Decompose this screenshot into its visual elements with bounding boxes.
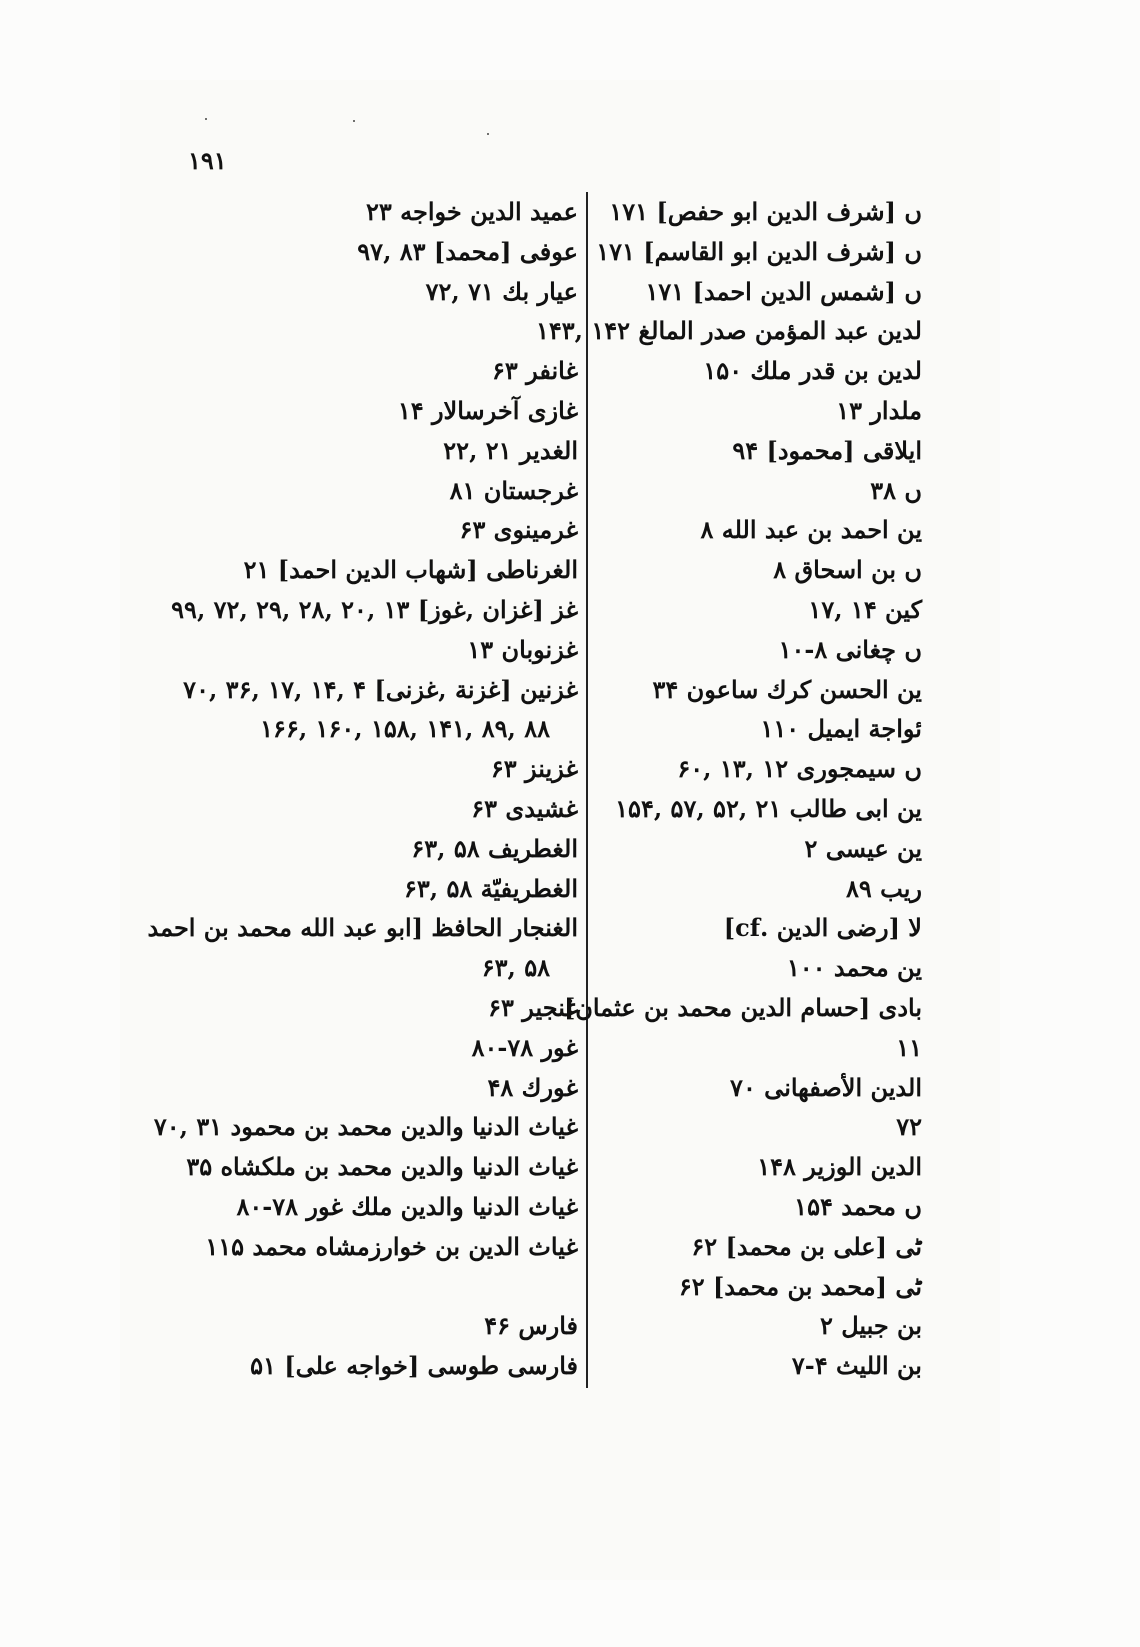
- index-entry: فارسی طوسی [خواجه علی] ۵۱: [250, 1351, 578, 1381]
- index-entry: الغطریف ۵۸ ,۶۳: [411, 833, 578, 863]
- index-entry: غشیدی ۶۳: [471, 793, 578, 823]
- index-column-right: [535, 192, 922, 1386]
- index-entry: غیاث الدین بن خوارزمشاه محمد ۱۱۵: [205, 1231, 578, 1261]
- index-entry: الغطریفیّة ۵۸ ,۶۳: [403, 873, 578, 903]
- index-entry: الدین الوزیر ۱۴۸: [757, 1152, 922, 1182]
- index-entry: ملدار ۱۳: [836, 395, 922, 425]
- index-entry: ں محمد ۱۵۴: [794, 1191, 922, 1221]
- index-entry: ین محمد ۱۰۰: [786, 953, 922, 983]
- index-entry: الغنجار الحافظ [ابو عبد الله محمد بن احمد: [147, 913, 578, 943]
- index-entry: ۷۲: [896, 1112, 922, 1142]
- index-entry: ین الحسن کرك ساعون ۳۴: [652, 674, 922, 704]
- column-divider: [586, 192, 588, 1388]
- index-entry: الغرناطی [شهاب الدین احمد] ۲۱: [243, 555, 578, 585]
- index-entry: ئواجة ایمیل ۱۱۰: [760, 714, 922, 744]
- index-entry: غیاث الدنیا والدین محمد بن محمود ۳۱ ,۷۰: [153, 1112, 578, 1142]
- blank-line: [190, 311, 578, 351]
- scan-speck: [205, 118, 207, 120]
- index-entry: ۸۸ ,۸۹ ,۱۴۱ ,۱۵۸ ,۱۶۰ ,۱۶۶: [260, 714, 550, 744]
- index-entry: ں [شمس الدین احمد] ۱۷۱: [645, 276, 922, 306]
- index-entry: غرجستان ۸۱: [449, 475, 578, 505]
- index-entry: عیار بك ۷۱ ,۷۲: [425, 276, 578, 306]
- index-entry: غنجیر ۶۳: [488, 992, 578, 1022]
- index-entry: عمید الدین خواجه ۲۳: [365, 197, 578, 226]
- page-number: ۱۹۱: [188, 146, 227, 175]
- index-entry: ں ۳۸: [870, 475, 922, 505]
- index-entry: لدین بن قدر ملك ۱۵۰: [703, 356, 922, 386]
- index-entry: غانفر ۶۳: [491, 356, 578, 386]
- index-entry: کین ۱۴ ,۱۷: [808, 594, 922, 624]
- index-entry: غور ۷۸-۸۰: [471, 1032, 578, 1062]
- index-entry: بن جبیل ۲: [819, 1311, 922, 1341]
- index-entry: عوفی [محمد] ۸۳ ,۹۷: [357, 236, 578, 266]
- index-entry: ۵۸ ,۶۳: [481, 953, 550, 983]
- scan-speck: [487, 133, 489, 135]
- index-entry: ں چغانی ۸-۱۰: [778, 634, 922, 664]
- index-entry: ں [شرف الدین ابو حفص] ۱۷۱: [609, 197, 922, 226]
- index-entry: ین ابی طالب ۲۱ ,۵۲ ,۵۷ ,۱۵۴: [615, 793, 922, 823]
- index-entry: لدین عبد المؤمن صدر المالغ ۱۴۲ ,۱۴۳: [535, 316, 922, 346]
- index-entry: ٹی [علی بن محمد] ۶۲: [691, 1231, 922, 1261]
- index-entry: ٹی [محمد بن محمد] ۶۲: [678, 1271, 922, 1301]
- index-entry: غزنوبان ۱۳: [467, 634, 578, 664]
- scan-speck: [353, 120, 355, 122]
- index-entry: بن اللیث ۴-۷: [791, 1351, 922, 1381]
- index-entry: غز [غزان ,غوز] ۱۳ ,۲۰ ,۲۸ ,۲۹ ,۷۲ ,۹۹: [171, 594, 578, 624]
- index-entry: غزینز ۶۳: [490, 754, 578, 784]
- index-entry: بادی [حسام الدین محمد بن عثمان]: [563, 992, 922, 1022]
- index-entry: ں بن اسحاق ۸: [773, 555, 922, 585]
- index-entry: غورك ۴۸: [487, 1072, 578, 1102]
- index-entry: ۱۱: [896, 1032, 922, 1062]
- index-entry: ریب ۸۹: [846, 873, 922, 903]
- index-entry: غرمینوی ۶۳: [459, 515, 578, 545]
- index-entry: غازی آخرسالار ۱۴: [397, 395, 578, 425]
- index-entry: غزنین [غزنة ,غزنی] ۴ ,۱۴ ,۱۷ ,۳۶ ,۷۰: [183, 674, 578, 704]
- index-entry: فارس ۴۶: [484, 1311, 578, 1341]
- index-entry: ں [شرف الدین ابو القاسم] ۱۷۱: [596, 236, 922, 266]
- index-entry: غیاث الدنیا والدین ملك غور ۷۸-۸۰: [236, 1191, 578, 1221]
- index-entry: الغدیر ۲۱ ,۲۲: [443, 435, 578, 465]
- index-entry: ں سیمجوری ۱۲ ,۱۳ ,۶۰: [677, 754, 922, 784]
- index-entry: ین عیسی ۲: [804, 833, 922, 863]
- index-entry: الدین الأصفهانی ۷۰: [730, 1072, 922, 1102]
- index-entry: لا [رضی الدین .cf]: [723, 913, 922, 943]
- index-entry: ین احمد بن عبد الله ۸: [700, 515, 922, 545]
- index-entry: ایلاقی [محمود] ۹۴: [732, 435, 922, 465]
- index-column-left: [147, 192, 578, 1386]
- index-entry: غیاث الدنیا والدین محمد بن ملکشاه ۳۵: [186, 1152, 578, 1182]
- blank-line: [190, 1267, 578, 1307]
